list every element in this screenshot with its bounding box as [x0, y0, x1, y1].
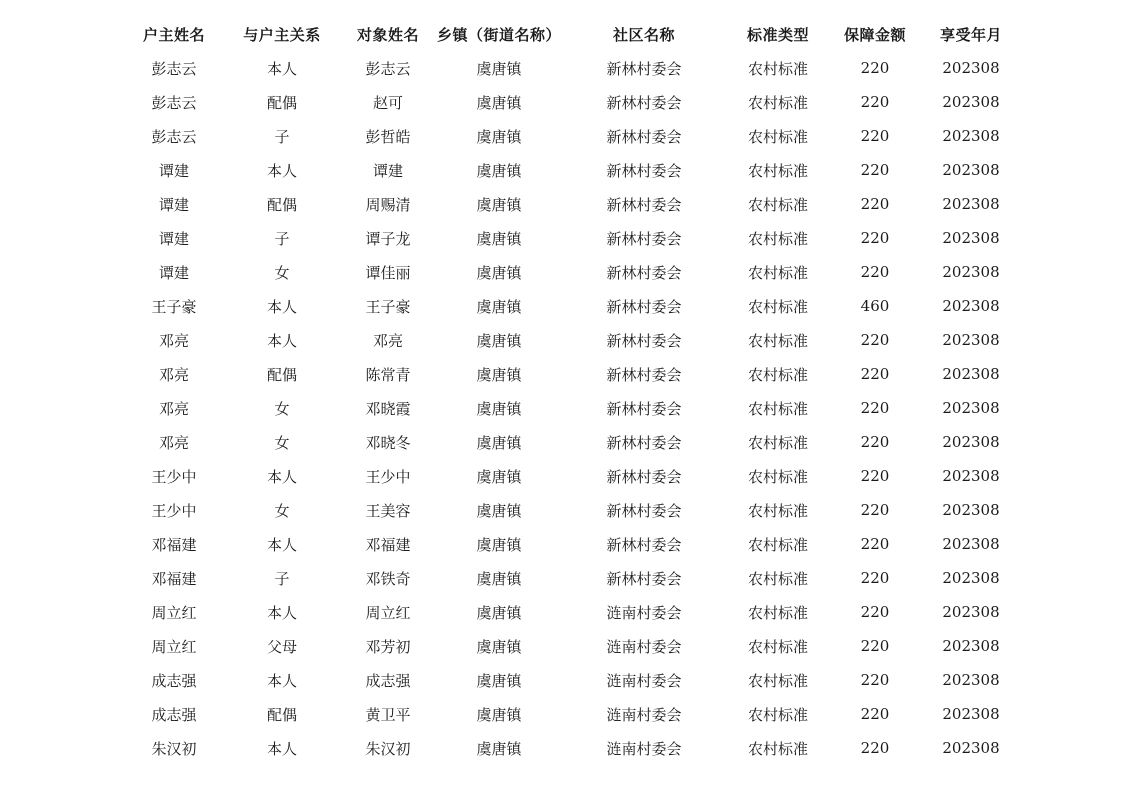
township-cell: 虞唐镇: [476, 229, 522, 248]
period-cell: 202308: [942, 297, 1000, 315]
beneficiary-table: [124, 17, 1022, 765]
recipient-name-cell: 周立红: [365, 603, 411, 622]
householder-name-cell: 彭志云: [151, 93, 197, 112]
amount-cell: 220: [860, 365, 890, 383]
period-cell: 202308: [942, 93, 1000, 111]
relationship-cell: 本人: [266, 603, 297, 622]
recipient-name-cell: 王少中: [365, 467, 411, 486]
relationship-cell: 本人: [266, 331, 297, 350]
householder-name-cell: 邓福建: [151, 569, 197, 588]
table-row: [124, 357, 1022, 391]
period-cell: 202308: [942, 263, 1000, 281]
table-row: [124, 731, 1022, 765]
amount-cell: 220: [860, 127, 890, 145]
recipient-name-cell: 成志强: [365, 671, 411, 690]
standard-type-cell: 农村标准: [747, 501, 808, 520]
table-row: [124, 595, 1022, 629]
standard-type-cell: 农村标准: [747, 739, 808, 758]
community-cell: 新林村委会: [606, 399, 682, 418]
period-cell: 202308: [942, 229, 1000, 247]
amount-cell: 220: [860, 331, 890, 349]
community-cell: 新林村委会: [606, 433, 682, 452]
relationship-cell: 配偶: [266, 93, 297, 112]
amount-cell: 220: [860, 59, 890, 77]
header-row: [124, 17, 1022, 51]
standard-type-cell: 农村标准: [747, 603, 808, 622]
standard-type-cell: 农村标准: [747, 535, 808, 554]
township-cell: 虞唐镇: [476, 399, 522, 418]
table-row: [124, 153, 1022, 187]
community-cell: 新林村委会: [606, 263, 682, 282]
relationship-cell: 本人: [266, 297, 297, 316]
table-row: [124, 493, 1022, 527]
header-householder-name: 户主姓名: [142, 25, 205, 44]
period-cell: 202308: [942, 331, 1000, 349]
township-cell: 虞唐镇: [476, 433, 522, 452]
amount-cell: 220: [860, 501, 890, 519]
community-cell: 新林村委会: [606, 59, 682, 78]
recipient-name-cell: 朱汉初: [365, 739, 411, 758]
standard-type-cell: 农村标准: [747, 93, 808, 112]
amount-cell: 220: [860, 399, 890, 417]
table-row: [124, 119, 1022, 153]
amount-cell: 460: [860, 297, 890, 315]
table-row: [124, 629, 1022, 663]
relationship-cell: 子: [274, 229, 290, 248]
recipient-name-cell: 谭佳丽: [365, 263, 411, 282]
community-cell: 涟南村委会: [606, 637, 682, 656]
community-cell: 新林村委会: [606, 93, 682, 112]
relationship-cell: 女: [274, 263, 290, 282]
recipient-name-cell: 邓福建: [365, 535, 411, 554]
township-cell: 虞唐镇: [476, 127, 522, 146]
householder-name-cell: 邓亮: [158, 365, 189, 384]
recipient-name-cell: 赵可: [372, 93, 403, 112]
community-cell: 涟南村委会: [606, 671, 682, 690]
recipient-name-cell: 陈常青: [365, 365, 411, 384]
township-cell: 虞唐镇: [476, 297, 522, 316]
recipient-name-cell: 彭哲皓: [365, 127, 411, 146]
table-row: [124, 187, 1022, 221]
householder-name-cell: 朱汉初: [151, 739, 197, 758]
township-cell: 虞唐镇: [476, 637, 522, 656]
period-cell: 202308: [942, 195, 1000, 213]
householder-name-cell: 彭志云: [151, 59, 197, 78]
community-cell: 涟南村委会: [606, 739, 682, 758]
table-body: [124, 51, 1022, 765]
recipient-name-cell: 邓晓冬: [365, 433, 411, 452]
period-cell: 202308: [942, 569, 1000, 587]
standard-type-cell: 农村标准: [747, 263, 808, 282]
amount-cell: 220: [860, 161, 890, 179]
standard-type-cell: 农村标准: [747, 399, 808, 418]
community-cell: 新林村委会: [606, 161, 682, 180]
householder-name-cell: 谭建: [158, 263, 189, 282]
recipient-name-cell: 周赐清: [365, 195, 411, 214]
relationship-cell: 配偶: [266, 365, 297, 384]
relationship-cell: 配偶: [266, 195, 297, 214]
township-cell: 虞唐镇: [476, 671, 522, 690]
table-row: [124, 663, 1022, 697]
period-cell: 202308: [942, 671, 1000, 689]
header-amount: 保障金额: [843, 25, 906, 44]
table-row: [124, 323, 1022, 357]
township-cell: 虞唐镇: [476, 569, 522, 588]
township-cell: 虞唐镇: [476, 603, 522, 622]
period-cell: 202308: [942, 161, 1000, 179]
standard-type-cell: 农村标准: [747, 433, 808, 452]
standard-type-cell: 农村标准: [747, 59, 808, 78]
relationship-cell: 女: [274, 501, 290, 520]
table-header: [124, 17, 1022, 51]
standard-type-cell: 农村标准: [747, 127, 808, 146]
householder-name-cell: 王子豪: [151, 297, 197, 316]
amount-cell: 220: [860, 569, 890, 587]
header-recipient-name: 对象姓名: [356, 25, 419, 44]
township-cell: 虞唐镇: [476, 365, 522, 384]
table-row: [124, 527, 1022, 561]
amount-cell: 220: [860, 195, 890, 213]
township-cell: 虞唐镇: [476, 739, 522, 758]
recipient-name-cell: 邓铁奇: [365, 569, 411, 588]
amount-cell: 220: [860, 705, 890, 723]
table-row: [124, 391, 1022, 425]
table-row: [124, 51, 1022, 85]
recipient-name-cell: 彭志云: [365, 59, 411, 78]
community-cell: 新林村委会: [606, 195, 682, 214]
township-cell: 虞唐镇: [476, 195, 522, 214]
householder-name-cell: 谭建: [158, 161, 189, 180]
standard-type-cell: 农村标准: [747, 297, 808, 316]
relationship-cell: 本人: [266, 535, 297, 554]
amount-cell: 220: [860, 637, 890, 655]
relationship-cell: 女: [274, 399, 290, 418]
amount-cell: 220: [860, 739, 890, 757]
amount-cell: 220: [860, 263, 890, 281]
period-cell: 202308: [942, 433, 1000, 451]
recipient-name-cell: 邓晓霞: [365, 399, 411, 418]
table-row: [124, 561, 1022, 595]
relationship-cell: 配偶: [266, 705, 297, 724]
amount-cell: 220: [860, 229, 890, 247]
relationship-cell: 本人: [266, 739, 297, 758]
amount-cell: 220: [860, 603, 890, 621]
community-cell: 新林村委会: [606, 127, 682, 146]
period-cell: 202308: [942, 59, 1000, 77]
community-cell: 新林村委会: [606, 535, 682, 554]
community-cell: 新林村委会: [606, 501, 682, 520]
standard-type-cell: 农村标准: [747, 331, 808, 350]
table-row: [124, 255, 1022, 289]
header-township: 乡镇（街道名称）: [436, 25, 561, 44]
householder-name-cell: 周立红: [151, 637, 197, 656]
relationship-cell: 父母: [266, 637, 297, 656]
standard-type-cell: 农村标准: [747, 569, 808, 588]
community-cell: 新林村委会: [606, 229, 682, 248]
relationship-cell: 子: [274, 127, 290, 146]
amount-cell: 220: [860, 93, 890, 111]
standard-type-cell: 农村标准: [747, 637, 808, 656]
relationship-cell: 子: [274, 569, 290, 588]
township-cell: 虞唐镇: [476, 467, 522, 486]
recipient-name-cell: 邓芳初: [365, 637, 411, 656]
standard-type-cell: 农村标准: [747, 467, 808, 486]
relationship-cell: 本人: [266, 59, 297, 78]
table-row: [124, 697, 1022, 731]
township-cell: 虞唐镇: [476, 331, 522, 350]
householder-name-cell: 邓亮: [158, 399, 189, 418]
recipient-name-cell: 谭建: [372, 161, 403, 180]
period-cell: 202308: [942, 705, 1000, 723]
standard-type-cell: 农村标准: [747, 365, 808, 384]
header-community: 社区名称: [612, 25, 675, 44]
community-cell: 新林村委会: [606, 569, 682, 588]
township-cell: 虞唐镇: [476, 161, 522, 180]
township-cell: 虞唐镇: [476, 535, 522, 554]
table-row: [124, 289, 1022, 323]
householder-name-cell: 王少中: [151, 501, 197, 520]
period-cell: 202308: [942, 535, 1000, 553]
period-cell: 202308: [942, 399, 1000, 417]
community-cell: 新林村委会: [606, 331, 682, 350]
amount-cell: 220: [860, 535, 890, 553]
standard-type-cell: 农村标准: [747, 705, 808, 724]
relationship-cell: 本人: [266, 161, 297, 180]
township-cell: 虞唐镇: [476, 705, 522, 724]
relationship-cell: 本人: [266, 467, 297, 486]
township-cell: 虞唐镇: [476, 59, 522, 78]
table-row: [124, 459, 1022, 493]
standard-type-cell: 农村标准: [747, 195, 808, 214]
period-cell: 202308: [942, 501, 1000, 519]
community-cell: 涟南村委会: [606, 603, 682, 622]
standard-type-cell: 农村标准: [747, 161, 808, 180]
recipient-name-cell: 王子豪: [365, 297, 411, 316]
period-cell: 202308: [942, 739, 1000, 757]
householder-name-cell: 邓亮: [158, 433, 189, 452]
householder-name-cell: 邓亮: [158, 331, 189, 350]
header-period: 享受年月: [939, 25, 1002, 44]
standard-type-cell: 农村标准: [747, 229, 808, 248]
householder-name-cell: 成志强: [151, 671, 197, 690]
period-cell: 202308: [942, 365, 1000, 383]
relationship-cell: 本人: [266, 671, 297, 690]
header-relationship: 与户主关系: [243, 25, 321, 44]
period-cell: 202308: [942, 467, 1000, 485]
amount-cell: 220: [860, 467, 890, 485]
householder-name-cell: 彭志云: [151, 127, 197, 146]
table-row: [124, 425, 1022, 459]
householder-name-cell: 谭建: [158, 195, 189, 214]
recipient-name-cell: 王美容: [365, 501, 411, 520]
amount-cell: 220: [860, 671, 890, 689]
amount-cell: 220: [860, 433, 890, 451]
community-cell: 新林村委会: [606, 467, 682, 486]
community-cell: 涟南村委会: [606, 705, 682, 724]
period-cell: 202308: [942, 603, 1000, 621]
recipient-name-cell: 黄卫平: [365, 705, 411, 724]
standard-type-cell: 农村标准: [747, 671, 808, 690]
township-cell: 虞唐镇: [476, 501, 522, 520]
header-standard-type: 标准类型: [746, 25, 809, 44]
householder-name-cell: 王少中: [151, 467, 197, 486]
householder-name-cell: 邓福建: [151, 535, 197, 554]
table-row: [124, 85, 1022, 119]
period-cell: 202308: [942, 637, 1000, 655]
community-cell: 新林村委会: [606, 297, 682, 316]
householder-name-cell: 成志强: [151, 705, 197, 724]
recipient-name-cell: 谭子龙: [365, 229, 411, 248]
table-row: [124, 221, 1022, 255]
relationship-cell: 女: [274, 433, 290, 452]
township-cell: 虞唐镇: [476, 93, 522, 112]
period-cell: 202308: [942, 127, 1000, 145]
township-cell: 虞唐镇: [476, 263, 522, 282]
householder-name-cell: 周立红: [151, 603, 197, 622]
householder-name-cell: 谭建: [158, 229, 189, 248]
recipient-name-cell: 邓亮: [372, 331, 403, 350]
community-cell: 新林村委会: [606, 365, 682, 384]
